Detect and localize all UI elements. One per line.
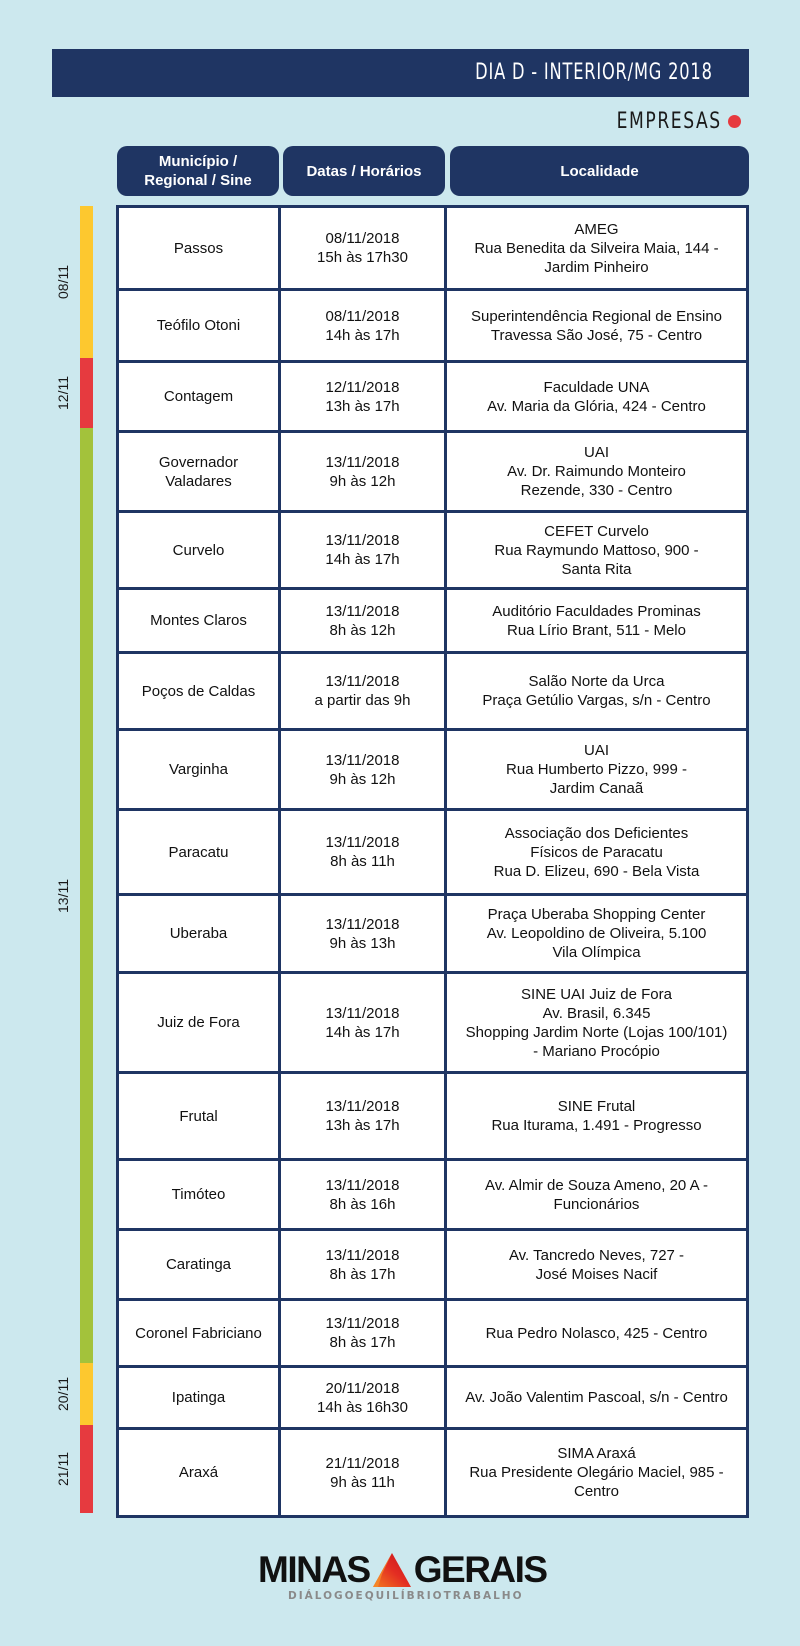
datas-cell-line: 13/11/2018 [325,453,400,471]
datas-cell [281,731,447,808]
datas-cell-line: 13/11/2018 [325,1176,400,1194]
timeline-date-label: 13/11 [55,878,71,913]
datas-cell [281,1301,447,1365]
localidade-cell-line: Superintendência Regional de Ensino [470,307,722,325]
table-row [119,1071,746,1158]
datas-cell-line: 13/11/2018 [325,602,400,620]
datas-cell-line: 13/11/2018 [325,834,400,851]
localidade-cell-line: Av. Tancredo Neves, 727 - [508,1246,685,1264]
timeline-segment [80,428,93,1363]
datas-cell [281,896,447,971]
datas-cell-line: 9h às 12h [329,472,396,490]
municipio-cell-line: Uberaba [169,925,228,942]
municipio-cell-line: Araxá [178,1464,219,1481]
municipio-cell [119,433,281,510]
datas-cell-line: 14h às 17h [325,326,400,344]
datas-cell-line: 9h às 11h [330,1473,395,1491]
municipio-cell-line: Valadares [165,472,232,490]
municipio-cell [119,1161,281,1228]
localidade-cell-line: Av. João Valentim Pascoal, s/n - Centro [465,1389,728,1406]
localidade-cell [447,1430,746,1515]
timeline-date-label: 08/11 [55,265,71,299]
datas-cell [281,590,447,651]
localidade-cell [447,1301,746,1365]
localidade-cell [447,1368,746,1427]
localidade-cell-line: Faculdade UNA [543,378,650,396]
localidade-cell [447,291,746,360]
municipio-cell-line: Timóteo [171,1186,226,1203]
localidade-cell [447,654,746,728]
localidade-cell-line: - Mariano Procópio [533,1042,660,1060]
localidade-cell [447,433,746,510]
tagline-word: TRABALHO [443,1590,524,1602]
localidade-cell-line: SIMA Araxá [557,1445,636,1462]
datas-cell-line: 21/11/2018 [325,1454,400,1472]
column-header-municipio [117,146,279,196]
localidade-cell-line: UAI [583,742,609,759]
datas-cell-line: 13/11/2018 [325,751,400,769]
timeline-segment [80,358,93,428]
municipio-cell [119,974,281,1071]
municipio-cell [119,1430,281,1515]
datas-cell [281,513,447,587]
timeline-segment [80,1425,93,1513]
municipio-cell [119,1368,281,1427]
datas-cell [281,1231,447,1298]
localidade-cell-line: Auditório Faculdades Prominas [492,602,701,620]
datas-cell-line: 13/11/2018 [325,1246,400,1264]
localidade-cell-line: SINE Frutal [557,1098,636,1115]
municipio-cell-line: Ipatinga [171,1389,226,1406]
datas-cell-line: 13/11/2018 [325,915,400,933]
localidade-cell-line: Rua Iturama, 1.491 - Progresso [491,1117,702,1134]
datas-cell-line: 13/11/2018 [325,1098,400,1115]
column-header-municipio-label: Município / Regional / Sine [144,153,252,189]
localidade-cell-line: Rua Raymundo Mattoso, 900 - [494,541,699,559]
localidade-cell-line: Av. Leopoldino de Oliveira, 5.100 [486,925,707,942]
municipio-cell-line: Varginha [169,761,228,778]
tagline-word: EQUILÍBRIO [355,1590,444,1602]
municipio-cell-line: Frutal [179,1107,218,1125]
localidade-cell-line: Rua D. Elizeu, 690 - Bela Vista [493,862,700,880]
localidade-cell [447,731,746,808]
table-row [119,971,746,1071]
localidade-cell-line: José Moises Nacif [535,1265,658,1283]
localidade-cell [447,896,746,971]
datas-cell-line: 8h às 17h [329,1265,396,1283]
title-bar [52,49,749,97]
datas-cell-line: 14h às 17h [325,1023,400,1041]
datas-cell-line: a partir das 9h [314,692,411,709]
datas-cell [281,1430,447,1515]
localidade-cell-line: Rua Humberto Pizzo, 999 - [506,761,687,778]
localidade-cell-line: Associação dos Deficientes [504,824,689,842]
table-row [119,1365,746,1427]
localidade-cell-line: SINE UAI Juiz de Fora [521,985,672,1003]
logo-text-right: GERAIS [413,1549,547,1590]
localidade-cell-line: Santa Rita [561,560,632,578]
datas-cell [281,208,447,288]
localidade-cell [447,1231,746,1298]
municipio-cell-line: Teófilo Otoni [156,317,241,334]
municipio-cell [119,1074,281,1158]
datas-cell-line: 13/11/2018 [325,532,400,549]
timeline-date-label: 21/11 [55,1452,71,1486]
localidade-cell-line: Físicos de Paracatu [530,843,663,861]
mountain-triangle-icon [372,1552,412,1588]
table-row [119,208,746,288]
datas-cell-line: 8h às 16h [329,1195,396,1213]
localidade-cell-line: Rua Presidente Olegário Maciel, 985 - [469,1464,724,1481]
table-row [119,360,746,430]
tagline-word: DIÁLOGO [288,1590,356,1602]
localidade-cell-line: Travessa São José, 75 - Centro [490,326,703,344]
datas-cell [281,291,447,360]
localidade-cell-line: Jardim Pinheiro [544,258,649,276]
localidade-cell-line: Shopping Jardim Norte (Lojas 100/101) [465,1023,728,1041]
municipio-cell-line: Contagem [163,388,234,405]
localidade-cell-line: Centro [573,1483,620,1500]
municipio-cell-line: Paracatu [168,843,229,861]
datas-cell [281,1074,447,1158]
logo-text-left: MINAS [258,1549,370,1590]
datas-cell [281,1161,447,1228]
datas-cell-line: 20/11/2018 [325,1379,400,1397]
localidade-cell-line: Vila Olímpica [552,944,641,961]
localidade-cell-line: Rua Pedro Nolasco, 425 - Centro [485,1324,708,1342]
timeline-date-label: 20/11 [55,1377,71,1411]
table-row [119,651,746,728]
column-header-localidade [450,146,749,196]
municipio-cell [119,363,281,430]
municipio-cell-line: Caratinga [165,1256,232,1273]
localidade-cell [447,590,746,651]
datas-cell [281,363,447,430]
localidade-cell-line: Jardim Canaã [549,780,644,797]
municipio-cell [119,513,281,587]
municipio-cell [119,208,281,288]
localidade-cell-line: Salão Norte da Urca [528,673,665,690]
column-header-localidade-label: Localidade [560,162,639,180]
municipio-cell [119,811,281,893]
section-subtitle: EMPRESAS [616,109,722,134]
localidade-cell [447,1074,746,1158]
table-row [119,430,746,510]
datas-cell-line: 13h às 17h [325,1117,400,1134]
datas-cell-line: 15h às 17h30 [317,249,408,266]
municipio-cell [119,1301,281,1365]
datas-cell-line: 08/11/2018 [325,230,400,247]
table-row [119,1298,746,1365]
column-header-datas-label: Datas / Horários [306,162,422,180]
municipio-cell [119,896,281,971]
municipio-cell-line: Juiz de Fora [157,1014,240,1031]
datas-cell [281,654,447,728]
table-row [119,587,746,651]
datas-cell-line: 13h às 17h [325,397,400,415]
page-title: DIA D - INTERIOR/MG 2018 [475,60,713,85]
municipio-cell-line: Governador [158,453,239,471]
table-row [119,808,746,893]
municipio-cell-line: Passos [173,239,224,257]
localidade-cell [447,974,746,1071]
timeline-date-label: 12/11 [55,376,71,410]
municipio-cell [119,731,281,808]
localidade-cell-line: Rua Benedita da Silveira Maia, 144 - [474,239,719,257]
datas-cell-line: 12/11/2018 [325,378,400,396]
datas-cell [281,811,447,893]
table-row [119,288,746,360]
datas-cell [281,974,447,1071]
localidade-cell-line: Av. Maria da Glória, 424 - Centro [487,397,706,415]
table-row [119,1427,746,1515]
municipio-cell-line: Coronel Fabriciano [135,1324,262,1342]
municipio-cell [119,590,281,651]
municipio-cell-line: Montes Claros [150,612,247,629]
datas-cell-line: 13/11/2018 [325,1315,400,1332]
localidade-cell-line: Av. Almir de Souza Ameno, 20 A - [485,1176,708,1194]
municipio-cell-line: Poços de Caldas [141,682,256,700]
datas-cell-line: 9h às 12h [329,770,396,788]
datas-cell-line: 8h às 11h [330,853,395,870]
schedule-table [116,205,749,1518]
logo-tagline [288,1590,523,1602]
datas-cell-line: 9h às 13h [329,934,396,952]
municipio-cell [119,1231,281,1298]
localidade-cell [447,363,746,430]
localidade-cell-line: Praça Uberaba Shopping Center [487,906,706,923]
municipio-cell [119,291,281,360]
datas-cell-line: 08/11/2018 [325,307,400,325]
red-dot-icon [728,115,741,128]
localidade-cell-line: Rua Lírio Brant, 511 - Melo [507,621,686,639]
localidade-cell [447,513,746,587]
municipio-cell [119,654,281,728]
localidade-cell-line: Praça Getúlio Vargas, s/n - Centro [482,692,711,709]
localidade-cell [447,1161,746,1228]
timeline-segment [80,1363,93,1425]
table-row [119,1158,746,1228]
localidade-cell-line: Av. Dr. Raimundo Monteiro [507,463,686,480]
table-row [119,1228,746,1298]
datas-cell-line: 8h às 17h [329,1334,396,1351]
table-row [119,728,746,808]
table-row [119,510,746,587]
localidade-cell [447,811,746,893]
datas-cell-line: 13/11/2018 [325,673,400,690]
column-header-datas [283,146,445,196]
datas-cell-line: 14h às 16h30 [317,1398,408,1416]
localidade-cell-line: AMEG [574,220,619,238]
localidade-cell-line: Funcionários [553,1195,640,1213]
localidade-cell-line: UAI [583,444,609,461]
minas-gerais-logo [258,1549,547,1610]
table-row [119,893,746,971]
localidade-cell-line: Av. Brasil, 6.345 [542,1004,651,1022]
localidade-cell-line: CEFET Curvelo [544,522,649,540]
datas-cell-line: 14h às 17h [325,551,400,568]
timeline-segment [80,206,93,358]
datas-cell-line: 8h às 12h [329,621,396,639]
municipio-cell-line: Curvelo [172,541,225,559]
datas-cell [281,433,447,510]
datas-cell [281,1368,447,1427]
localidade-cell-line: Rezende, 330 - Centro [520,482,673,499]
datas-cell-line: 13/11/2018 [325,1004,400,1022]
localidade-cell [447,208,746,288]
